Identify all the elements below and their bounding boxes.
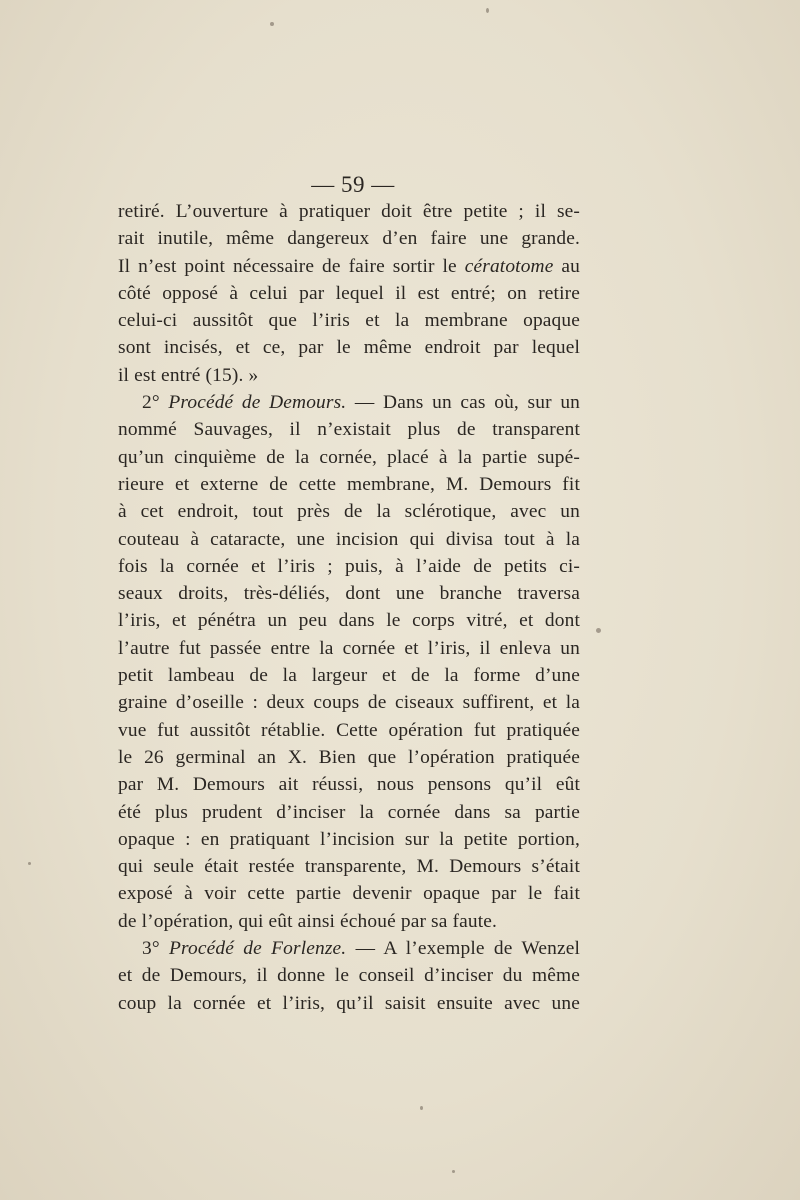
section-heading-line — [118, 935, 580, 962]
text-line: côté opposé à celui par lequel il est entré; on retire — [118, 282, 580, 304]
text-line: rieure et externe de cette membrane, M. Demours fit — [118, 473, 580, 495]
text-span: 3° — [142, 938, 170, 960]
text-line: retiré. L’ouverture à pratiquer doit être petite ; il se- — [118, 201, 580, 222]
text-span: — Dans un cas où, sur un — [346, 392, 581, 414]
text-line: qui seule était restée transparente, M. Demours s’était — [118, 856, 580, 878]
text-span: 2° — [142, 392, 169, 414]
text-line: rait inutile, même dangereux d’en faire une grande. — [118, 228, 580, 250]
text-span: — A l’exemple de Wenzel — [346, 938, 580, 960]
text-line: l’iris, et pénétra un peu dans le corps vitré, et dont — [118, 610, 580, 632]
paper-speck — [452, 1170, 455, 1173]
text-line: seaux droits, très-déliés, dont une branche traversa — [118, 583, 580, 605]
page-number: — 59 — — [311, 172, 395, 197]
paper-speck — [596, 628, 601, 633]
paper-speck — [486, 8, 489, 13]
paper-speck — [28, 862, 31, 865]
text-line: opaque : en pratiquant l’incision sur la petite portion, — [118, 828, 580, 850]
text-line: qu’un cinquième de la cornée, placé à la partie supé- — [118, 446, 580, 468]
text-line: par M. Demours ait réussi, nous pensons qu’il eût — [118, 774, 580, 796]
section-title: Procédé de Forlenze. — [169, 938, 347, 960]
text-line: celui-ci aussitôt que l’iris et la membrane opaque — [118, 310, 580, 332]
text-line: graine d’oseille : deux coups de ciseaux suffirent, et la — [118, 692, 580, 714]
italic-term: cératotome — [464, 255, 554, 277]
text-line: été plus prudent d’inciser la cornée dans sa partie — [118, 801, 580, 823]
text-line: petit lambeau de la largeur et de la forme d’une — [118, 665, 580, 687]
text-line: coup la cornée et l’iris, qu’il saisit ensuite avec une — [118, 992, 580, 1014]
text-line: couteau à cataracte, une incision qui divisa tout à la — [118, 528, 580, 550]
text-line: sont incisés, et ce, par le même endroit par lequel — [118, 337, 580, 359]
text-line: fois la cornée et l’iris ; puis, à l’aide de petits ci- — [118, 555, 580, 577]
text-line: le 26 germinal an X. Bien que l’opération pratiquée — [118, 746, 580, 768]
text-line: exposé à voir cette partie devenir opaque par le fait — [118, 883, 580, 905]
text-line: à cet endroit, tout près de la sclérotique, avec un — [118, 501, 580, 523]
body-text — [118, 198, 580, 1017]
text-span: Il n’est point nécessaire de faire sortir le — [118, 255, 465, 277]
text-line: l’autre fut passée entre la cornée et l’iris, il enleva un — [118, 637, 580, 659]
paper-speck — [420, 1106, 423, 1110]
text-line: il est entré (15). » — [118, 364, 259, 386]
text-line: et de Demours, il donne le conseil d’inciser du même — [118, 965, 580, 987]
text-line: de l’opération, qui eût ainsi échoué par sa faute. — [118, 910, 498, 932]
section-heading-line — [118, 389, 580, 416]
text-line: nommé Sauvages, il n’existait plus de transparent — [118, 419, 580, 441]
text-line: vue fut aussitôt rétablie. Cette opération fut pratiquée — [118, 719, 580, 741]
paper-speck — [270, 22, 274, 26]
text-span: au — [553, 255, 580, 277]
text-line — [118, 253, 580, 280]
section-title: Procédé de Demours. — [168, 392, 347, 414]
